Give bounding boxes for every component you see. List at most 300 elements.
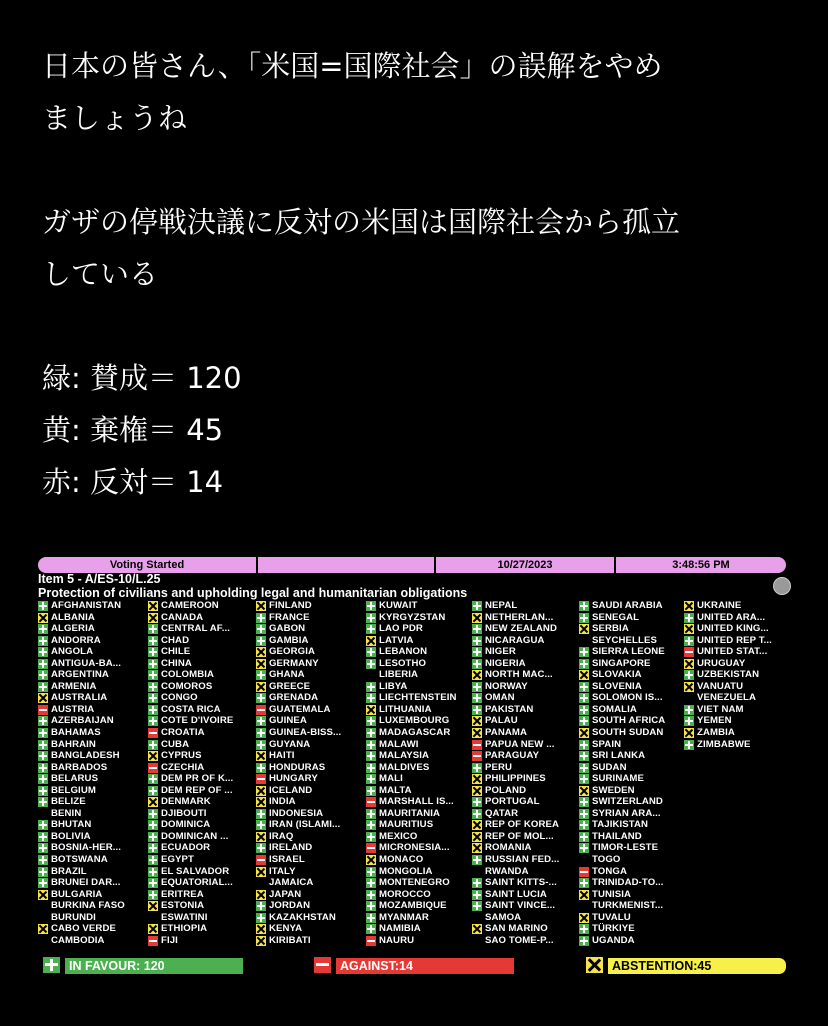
country-name: KENYA (269, 923, 303, 935)
cross-icon (256, 659, 266, 669)
resolution-title: Protection of civilians and upholding legal and humanitarian obligations (38, 586, 468, 600)
plus-icon (579, 832, 589, 842)
country-name: FIJI (161, 934, 178, 946)
post-line: 日本の皆さん、「米国=国際社会」の誤解をやめ (42, 49, 663, 83)
country-name: ROMANIA (485, 842, 532, 854)
vote-date: 10/27/2023 (436, 557, 614, 573)
country-name: UZBEKISTAN (697, 669, 760, 681)
cross-icon (38, 924, 48, 934)
country-name: PANAMA (485, 727, 527, 739)
plus-icon (472, 705, 482, 715)
country-name: KIRIBATI (269, 934, 311, 946)
vote-time: 3:48:56 PM (616, 557, 786, 573)
country-name: HONDURAS (269, 761, 326, 773)
cross-icon (579, 786, 589, 796)
plus-icon (38, 624, 48, 634)
country-name: SEYCHELLES (592, 634, 657, 646)
minus-icon (366, 936, 376, 946)
country-name: UNITED KING... (697, 623, 769, 635)
plus-icon (366, 601, 376, 611)
country-name: UNITED REP T... (697, 634, 772, 646)
country-name: COTE D'IVOIRE (161, 715, 234, 727)
minus-icon (256, 855, 266, 865)
cross-icon (148, 924, 158, 934)
cross-icon (38, 693, 48, 703)
country-name: NEW ZEALAND (485, 623, 557, 635)
cross-icon (472, 843, 482, 853)
country-name: VENEZUELA (697, 692, 757, 704)
country-name: EGYPT (161, 854, 195, 866)
plus-icon (148, 647, 158, 657)
country-name: REP OF KOREA (485, 819, 560, 831)
country-name: DEM PR OF K... (161, 773, 234, 785)
plus-icon (366, 774, 376, 784)
plus-icon (256, 624, 266, 634)
header-blank (258, 557, 434, 573)
plus-icon (579, 936, 589, 946)
plus-icon (579, 705, 589, 715)
vote-summary-abstention: 黄: 棄権＝ 45 (42, 413, 224, 447)
country-name: ZAMBIA (697, 727, 735, 739)
country-name: SWITZERLAND (592, 796, 663, 808)
plus-icon (472, 809, 482, 819)
country-name: MALDIVES (379, 761, 430, 773)
country-name: SOLOMON IS... (592, 692, 663, 704)
cross-icon (684, 601, 694, 611)
country-name: ALBANIA (51, 611, 95, 623)
country-name: DOMINICA (161, 819, 211, 831)
plus-icon (472, 636, 482, 646)
no-vote-marker (579, 901, 589, 911)
plus-icon (38, 751, 48, 761)
plus-icon (579, 659, 589, 669)
post-text (42, 40, 792, 508)
cross-icon (472, 613, 482, 623)
country-name: BANGLADESH (51, 750, 120, 762)
country-name: MALI (379, 773, 403, 785)
no-vote-marker (148, 913, 158, 923)
country-name: BRUNEI DAR... (51, 877, 121, 889)
country-name: PERU (485, 761, 513, 773)
plus-icon (38, 682, 48, 692)
plus-icon (366, 878, 376, 888)
plus-icon (366, 890, 376, 900)
plus-icon (148, 670, 158, 680)
plus-icon (366, 716, 376, 726)
country-name: ITALY (269, 865, 296, 877)
plus-icon (148, 740, 158, 750)
cross-icon (148, 901, 158, 911)
cross-icon (579, 624, 589, 634)
country-name: DENMARK (161, 796, 211, 808)
plus-icon (38, 728, 48, 738)
plus-icon (38, 843, 48, 853)
country-name: ERITREA (161, 888, 204, 900)
plus-icon (38, 601, 48, 611)
country-name: JAPAN (269, 888, 302, 900)
cross-icon (472, 774, 482, 784)
plus-icon (38, 670, 48, 680)
country-name: IRAN (ISLAMI... (269, 819, 341, 831)
country-name: ICELAND (269, 784, 313, 796)
country-name: MAURITIUS (379, 819, 434, 831)
cross-icon (579, 670, 589, 680)
country-name: MONTENEGRO (379, 877, 450, 889)
country-name: SUDAN (592, 761, 627, 773)
country-name: MARSHALL IS... (379, 796, 454, 808)
country-name: SURINAME (592, 773, 644, 785)
no-vote-marker (38, 913, 48, 923)
plus-icon (472, 624, 482, 634)
country-name: AUSTRIA (51, 703, 95, 715)
plus-icon (472, 890, 482, 900)
plus-icon (38, 647, 48, 657)
plus-icon (579, 740, 589, 750)
plus-icon (148, 820, 158, 830)
country-name: ARGENTINA (51, 669, 109, 681)
country-name: DOMINICAN ... (161, 830, 229, 842)
cross-icon (256, 936, 266, 946)
country-name: JAMAICA (269, 877, 314, 889)
plus-icon (579, 613, 589, 623)
vote-totals (38, 956, 786, 976)
country-name: KUWAIT (379, 600, 418, 611)
plus-icon (38, 636, 48, 646)
country-name: RWANDA (485, 865, 529, 877)
total-abstention: ABSTENTION:45 (608, 958, 786, 974)
country-name: RUSSIAN FED... (485, 854, 560, 866)
country-name: LUXEMBOURG (379, 715, 450, 727)
country-name: CAMBODIA (51, 934, 105, 946)
no-vote-marker (579, 636, 589, 646)
plus-icon (472, 647, 482, 657)
country-name: LESOTHO (379, 657, 427, 669)
country-name: SAO TOME-P... (485, 934, 554, 946)
plus-icon (579, 682, 589, 692)
country-name: BAHAMAS (51, 727, 101, 739)
country-name: BARBADOS (51, 761, 108, 773)
country-name: TUVALU (592, 911, 631, 923)
plus-icon (148, 636, 158, 646)
no-vote-marker (38, 936, 48, 946)
country-name: SIERRA LEONE (592, 646, 665, 658)
post-line: ましょうね (42, 101, 188, 135)
country-name: TÜRKIYE (592, 923, 635, 935)
country-name: MONGOLIA (379, 865, 433, 877)
plus-icon (366, 924, 376, 934)
plus-icon (366, 728, 376, 738)
cross-icon (684, 728, 694, 738)
country-name: LIECHTENSTEIN (379, 692, 457, 704)
cross-icon (38, 613, 48, 623)
plus-icon (148, 832, 158, 842)
country-name: BRAZIL (51, 865, 87, 877)
plus-icon (38, 820, 48, 830)
country-name: GUYANA (269, 738, 311, 750)
country-name: SINGAPORE (592, 657, 651, 669)
country-name: GREECE (269, 680, 311, 692)
post-line: している (42, 257, 159, 291)
plus-icon (38, 867, 48, 877)
country-name: VIET NAM (697, 703, 744, 715)
no-vote-marker (366, 670, 376, 680)
cross-icon (366, 636, 376, 646)
country-name: ESWATINI (161, 911, 208, 923)
cross-icon (148, 751, 158, 761)
cross-icon (472, 832, 482, 842)
minus-icon (472, 740, 482, 750)
plus-icon (148, 705, 158, 715)
country-name: ISRAEL (269, 854, 305, 866)
plus-icon (684, 716, 694, 726)
cross-icon (472, 716, 482, 726)
plus-icon (579, 763, 589, 773)
country-name: LIBERIA (379, 669, 419, 681)
country-name: TRINIDAD-TO... (592, 877, 664, 889)
country-name: INDONESIA (269, 807, 324, 819)
country-name: HAITI (269, 750, 295, 762)
plus-icon (38, 855, 48, 865)
cross-icon (586, 957, 603, 973)
plus-icon (684, 705, 694, 715)
country-name: ESTONIA (161, 900, 205, 912)
no-vote-marker (472, 867, 482, 877)
country-name: BURUNDI (51, 911, 96, 923)
country-name: GHANA (269, 669, 305, 681)
plus-icon (579, 820, 589, 830)
plus-icon (256, 901, 266, 911)
country-name: TUNISIA (592, 888, 632, 900)
plus-icon (472, 878, 482, 888)
country-name: PAKISTAN (485, 703, 534, 715)
country-name: MADAGASCAR (379, 727, 451, 739)
country-name: DEM REP OF ... (161, 784, 233, 796)
country-name: THAILAND (592, 830, 642, 842)
plus-icon (472, 901, 482, 911)
country-name: BENIN (51, 807, 82, 819)
country-name: IRELAND (269, 842, 313, 854)
plus-icon (366, 820, 376, 830)
country-name: KAZAKHSTAN (269, 911, 336, 923)
cross-icon (366, 855, 376, 865)
plus-icon (256, 693, 266, 703)
plus-icon (472, 855, 482, 865)
country-name: ALGERIA (51, 623, 95, 635)
plus-icon (472, 682, 482, 692)
plus-icon (148, 878, 158, 888)
country-name: SAINT VINCE... (485, 900, 556, 912)
country-name: GUATEMALA (269, 703, 331, 715)
country-name: SWEDEN (592, 784, 635, 796)
country-name: SOUTH AFRICA (592, 715, 666, 727)
plus-icon (256, 820, 266, 830)
country-name: GUINEA (269, 715, 307, 727)
country-name: CZECHIA (161, 761, 205, 773)
plus-icon (256, 613, 266, 623)
plus-icon (148, 786, 158, 796)
country-name: ECUADOR (161, 842, 211, 854)
country-name: MALAWI (379, 738, 419, 750)
agenda-item: Item 5 - A/ES-10/L.25 (38, 572, 161, 586)
country-name: MONACO (379, 854, 424, 866)
minus-icon (579, 867, 589, 877)
plus-icon (38, 797, 48, 807)
country-name: EQUATORIAL... (161, 877, 233, 889)
plus-icon (366, 613, 376, 623)
plus-icon (366, 647, 376, 657)
country-name: UNITED STAT... (697, 646, 768, 658)
plus-icon (148, 867, 158, 877)
country-name: CENTRAL AF... (161, 623, 230, 635)
plus-icon (148, 682, 158, 692)
country-name: GUINEA-BISS... (269, 727, 342, 739)
voting-board-image[interactable] (38, 557, 786, 977)
plus-icon (38, 878, 48, 888)
country-name: JORDAN (269, 900, 311, 912)
country-name: SAUDI ARABIA (592, 600, 663, 611)
cross-icon (366, 705, 376, 715)
plus-icon (256, 809, 266, 819)
cross-icon (148, 613, 158, 623)
country-name: PAPUA NEW ... (485, 738, 555, 750)
plus-icon (366, 832, 376, 842)
plus-icon (684, 613, 694, 623)
country-name: SAMOA (485, 911, 522, 923)
country-name: SENEGAL (592, 611, 640, 623)
country-name: SLOVENIA (592, 680, 642, 692)
country-name: PALAU (485, 715, 518, 727)
minus-icon (366, 797, 376, 807)
country-name: BAHRAIN (51, 738, 96, 750)
country-name: UNITED ARA... (697, 611, 766, 623)
cross-icon (256, 682, 266, 692)
cross-icon (472, 728, 482, 738)
cross-icon (472, 670, 482, 680)
plus-icon (148, 843, 158, 853)
country-name: GERMANY (269, 657, 319, 669)
plus-icon (684, 670, 694, 680)
country-name: TIMOR-LESTE (592, 842, 659, 854)
plus-icon (256, 716, 266, 726)
country-name: ANGOLA (51, 646, 94, 658)
plus-icon (38, 740, 48, 750)
country-name: KYRGYZSTAN (379, 611, 446, 623)
plus-icon (366, 786, 376, 796)
country-name: NETHERLAN... (485, 611, 554, 623)
country-name: SPAIN (592, 738, 622, 750)
no-vote-marker (472, 913, 482, 923)
total-in-favour: IN FAVOUR: 120 (65, 958, 243, 974)
plus-icon (579, 693, 589, 703)
country-name: REP OF MOL... (485, 830, 554, 842)
cross-icon (256, 786, 266, 796)
plus-icon (684, 636, 694, 646)
country-name: TOGO (592, 854, 621, 866)
country-name: HUNGARY (269, 773, 318, 785)
cross-icon (256, 924, 266, 934)
country-name: TURKMENIST... (592, 900, 664, 912)
country-name: PORTUGAL (485, 796, 540, 808)
country-name: NAURU (379, 934, 415, 946)
country-name: AFGHANISTAN (51, 600, 122, 611)
plus-icon (472, 693, 482, 703)
country-name: BELARUS (51, 773, 99, 785)
country-name: ETHIOPIA (161, 923, 208, 935)
minus-icon (256, 774, 266, 784)
country-name: ANDORRA (51, 634, 101, 646)
country-name: COSTA RICA (161, 703, 221, 715)
plus-icon (148, 624, 158, 634)
country-name: YEMEN (697, 715, 732, 727)
plus-icon (148, 890, 158, 900)
country-name: MICRONESIA... (379, 842, 450, 854)
plus-icon (579, 647, 589, 657)
country-name: SOUTH SUDAN (592, 727, 664, 739)
country-name: GAMBIA (269, 634, 309, 646)
minus-icon (256, 705, 266, 715)
minus-icon (366, 843, 376, 853)
country-name: COLOMBIA (161, 669, 215, 681)
country-name: NAMIBIA (379, 923, 421, 935)
country-name: MEXICO (379, 830, 418, 842)
minus-icon (684, 647, 694, 657)
country-name: UKRAINE (697, 600, 742, 611)
country-name: BELGIUM (51, 784, 96, 796)
minus-icon (148, 936, 158, 946)
cross-icon (148, 797, 158, 807)
post-line: ガザの停戦決議に反対の米国は国際社会から孤立 (42, 205, 681, 239)
plus-icon (43, 957, 60, 973)
cross-icon (684, 659, 694, 669)
plus-icon (38, 659, 48, 669)
country-name: PARAGUAY (485, 750, 540, 762)
country-name: NEPAL (485, 600, 518, 611)
country-name: COMOROS (161, 680, 213, 692)
country-name: SAN MARINO (485, 923, 548, 935)
country-name: PHILIPPINES (485, 773, 546, 785)
country-name: CONGO (161, 692, 198, 704)
country-name: BHUTAN (51, 819, 92, 831)
minus-icon (148, 763, 158, 773)
plus-icon (366, 624, 376, 634)
plus-icon (366, 751, 376, 761)
plus-icon (579, 751, 589, 761)
plus-icon (38, 763, 48, 773)
cross-icon (256, 797, 266, 807)
plus-icon (366, 867, 376, 877)
country-name: CHINA (161, 657, 192, 669)
country-name: NORTH MAC... (485, 669, 553, 681)
no-vote-marker (38, 809, 48, 819)
plus-icon (256, 843, 266, 853)
country-name: CHAD (161, 634, 190, 646)
country-name: AZERBAIJAN (51, 715, 114, 727)
plus-icon (366, 913, 376, 923)
country-name: VANUATU (697, 680, 744, 692)
plus-icon (366, 682, 376, 692)
country-name: TAJIKISTAN (592, 819, 649, 831)
country-name: BELIZE (51, 796, 86, 808)
country-name: NIGER (485, 646, 516, 658)
cross-icon (256, 647, 266, 657)
plus-icon (148, 774, 158, 784)
country-name: MAURITANIA (379, 807, 441, 819)
country-name: CANADA (161, 611, 204, 623)
country-name: GABON (269, 623, 306, 635)
plus-icon (38, 774, 48, 784)
plus-icon (148, 716, 158, 726)
cross-icon (472, 820, 482, 830)
